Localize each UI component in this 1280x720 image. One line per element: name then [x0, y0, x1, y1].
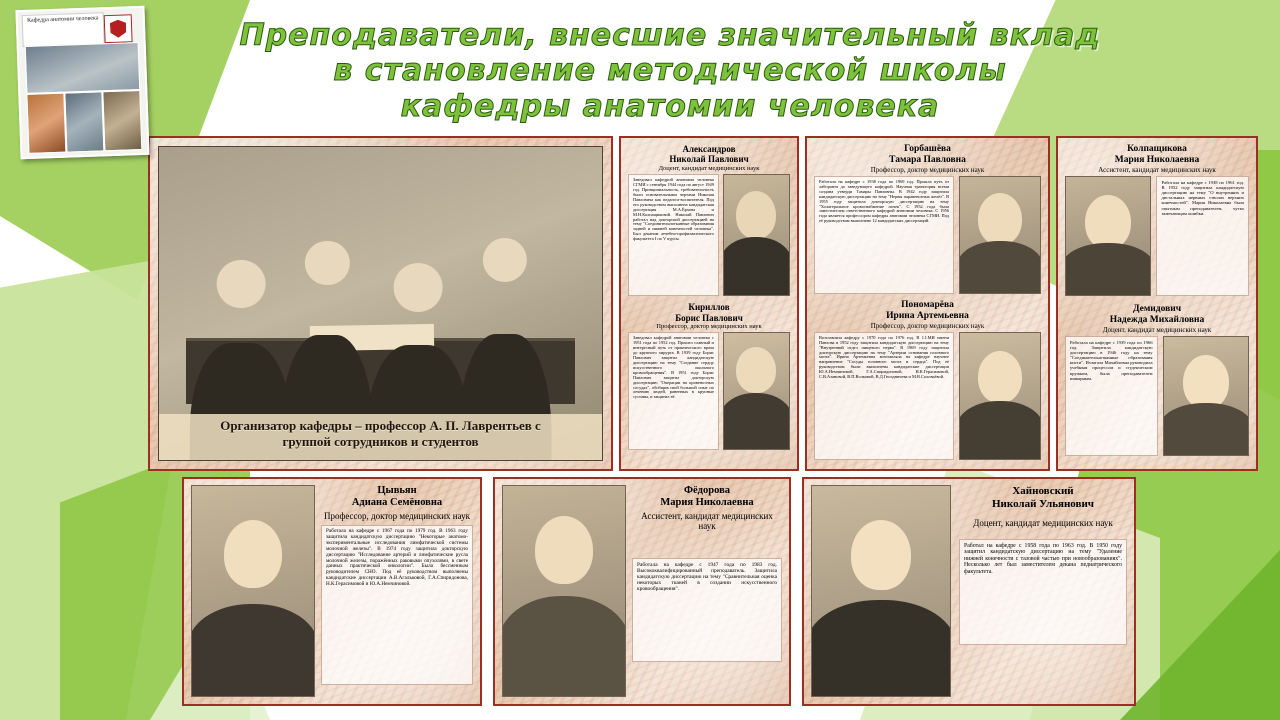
person-name: Ирина Артемьевна	[886, 310, 969, 321]
person-name: Николай Ульянович	[991, 497, 1095, 510]
person-role: Доцент, кандидат медицинских наук	[1102, 325, 1212, 334]
person-name: Николай Павлович	[669, 154, 749, 165]
page-title	[190, 18, 1150, 124]
person-aleksandrov	[628, 144, 790, 296]
university-emblem-icon	[104, 14, 133, 43]
title-line-3: кафедры анатомии человека	[400, 88, 940, 124]
person-role: Профессор, доктор медицинских наук	[870, 321, 985, 330]
person-name: Борис Павлович	[675, 312, 743, 323]
group-photo	[158, 146, 603, 461]
group-photo-caption: Организатор кафедры – профессор А. П. Лаврентьев с группой сотрудников и студентов	[220, 417, 541, 449]
person-portrait	[502, 485, 626, 697]
person-surname: Цывьян	[377, 485, 417, 496]
person-kirillov	[628, 302, 790, 450]
person-bio: Заведовал кафедрой анатомии человека СГМИ с сентября 1944 года по август 1949 год. Принципиальность, требовательность были основательными чертами Николая Павловича как педагога-воспитателя. Под его руководством выполнена кандидатская диссертация М.А.Ёрхова и М.Н.Колпащиковой. Николай Павлович работал над докторской диссертацией на тему "Соединительнотканные образования задней и нижней конечностей человека". Был деканом лечебно-профилактического факультета I по V курсы.	[628, 174, 719, 296]
person-gorbasheva	[814, 144, 1041, 294]
person-demidovich	[1065, 304, 1249, 456]
card-aleksandrov-kirillov	[619, 136, 799, 471]
person-role: Профессор, доктор медицинских наук	[323, 511, 470, 522]
person-surname: Горбашёва	[904, 144, 951, 154]
person-surname: Демидович	[1132, 303, 1182, 314]
person-surname: Фёдорова	[684, 485, 730, 496]
card-tsyvyan	[182, 477, 482, 706]
person-bio: Возглавляла кафедру с 1970 года по 1976 год. В 1.I.МИ имени Павлова в 1952 году защитила кандидатскую диссертацию на тему "Внутренний отдел пищевого нерва". В 1969 году защитила докторскую диссертацию на тему "Артерии основания головного мозга". Ирина Артемьевна возглавляла на кафедре научное направление "Сосуды головного мозга и сердца". Под её руководством были выполнены кандидатские диссертации Ю.А.Немчиновой, Г.А.Спиридоновой, Н.К.Герасимовой, С.В.Азановой, В.П.Волковой, В.Д.Гноздничева и М.В.Соловьёвой.	[814, 332, 954, 460]
title-line-1: Преподаватели, внесшие значительный вклад	[239, 18, 1101, 53]
person-portrait	[191, 485, 315, 697]
card-kolpashchikova-demidovich	[1056, 136, 1258, 471]
person-surname: Александров	[682, 144, 736, 154]
person-role: Доцент, кандидат медицинских наук	[973, 518, 1113, 529]
person-bio: Заведовал кафедрой анатомии человека с 1951 года по 1952 год. Прошел славный и интересный путь от практического врача до крупного хирурга. В 1939 году Борис Павлович защитил кандидатскую диссертацию на тему "Создание сердцу искусственного окольного кровообращения". В 1951 году Борис Павлович защитил докторскую диссертацию "Операции на кровеносных сосудах", обобщив свой большой опыт по лечению людей, раненных в крупные суставы, и защитил её.	[628, 332, 719, 450]
collage-caption: Кафедра анатомии человека	[22, 12, 105, 47]
person-name: Тамара Павловна	[889, 154, 966, 165]
person-surname: Кириллов	[688, 302, 730, 313]
person-name: Адиана Семёновна	[351, 497, 443, 509]
person-surname: Хайновский	[1012, 485, 1074, 497]
person-bio: Работала на кафедре с 1939 года по 1966 год. Защитила кандидатскую диссертацию в 1946 году на тему "Соединительнотканные образования кисти". Излагала Михайловна руководила учебным процессом и студенческим кружком, была преподавателем шикарным.	[1065, 336, 1158, 456]
person-surname: Колпащикова	[1127, 144, 1187, 154]
card-gorbasheva-ponomareva	[805, 136, 1050, 471]
person-portrait	[959, 332, 1041, 460]
person-role: Профессор, доктор медицинских наук	[656, 322, 762, 330]
person-kolpashchikova	[1065, 144, 1249, 296]
person-ponomareva	[814, 300, 1041, 460]
person-bio: Работала на кафедре с 1938 года по 1969 год. Прошла путь от лаборанта до заведующего кафедрой. Научная траектория всеми создана утверди Тамары Павловны. В 1942 году защитила кандидатскую диссертацию на тему "Нервы паравенозных желёз". В 1955 году защитила докторскую диссертацию на тему "Холатеральное кровоснабжение почек". С 1952 года была заместителем ответственного кафедрой анатомии человека. С 1956 года является профессором кафедры анатомии человека СГМИ. Под её руководством выполнено 12 кандидатских диссертаций.	[814, 176, 954, 294]
person-bio: Работала на кафедре с 1947 года по 1983 год. Высококвалифицированный преподаватель. Защитила кандидатскую диссертацию на тему "Сравнительная оценка некоторых тканей в создании искусственного кровообращения".	[632, 558, 782, 662]
person-role: Доцент, кандидат медицинских наук	[658, 164, 760, 172]
person-surname: Пономарёва	[901, 299, 954, 310]
person-portrait	[723, 332, 790, 450]
person-name: Надежда Михайловна	[1109, 314, 1205, 325]
poster-board	[148, 136, 1258, 706]
person-portrait	[811, 485, 951, 697]
person-role: Ассистент, кандидат медицинских наук	[641, 511, 773, 532]
person-bio: Работал на кафедре с 1958 года по 1963 год. В 1950 году защитил кандидатскую диссертацию на тему "Удаление нижней конечности с тазовой частью при новообразованиях". Несколько лет был заместителем декана педиатрического факультета.	[959, 539, 1127, 645]
person-bio: Работала на кафедре с 1967 года по 1979 год. В 1963 году защитила кандидатскую диссертацию "Некоторые анатомо-экспериментальные исследования лимфатической системы молочной железы". В 1974 году защитила докторскую диссертацию "Исследование артерий и лимфатические русла молочной железы, поражённых раковыми опухолями, в свете данных практической онкологии". Была бессменным руководителем СНО. Под её руководством выполнены кандидатские диссертации А.В.Агальковой, Г.А.Спиридонова, Н.К.Герасимовой и Ю.А.Немчиновой.	[321, 525, 473, 685]
department-collage-image	[15, 6, 149, 159]
group-photo-panel	[148, 136, 613, 471]
card-fedorova	[493, 477, 791, 706]
card-khainovsky	[802, 477, 1136, 706]
person-role: Ассистент, кандидат медицинских наук	[1098, 165, 1216, 174]
person-portrait	[1163, 336, 1249, 456]
person-portrait	[723, 174, 790, 296]
person-name: Мария Николаевна	[660, 497, 754, 509]
person-role: Профессор, доктор медицинских наук	[870, 165, 985, 174]
person-name: Мария Николаевна	[1114, 154, 1200, 165]
person-portrait	[959, 176, 1041, 294]
title-line-2: в становление методической школы	[333, 53, 1007, 89]
person-bio: Работала на кафедре с 1938 по 1961 год. В 1952 году защитила кандидатскую диссертацию на тему "О внутренних и дистальных нервных стволах верхних конечностей". Мария Николаевна была опытным преподавателем, чутко замечающим ошибки.	[1156, 176, 1249, 296]
person-portrait	[1065, 176, 1151, 296]
